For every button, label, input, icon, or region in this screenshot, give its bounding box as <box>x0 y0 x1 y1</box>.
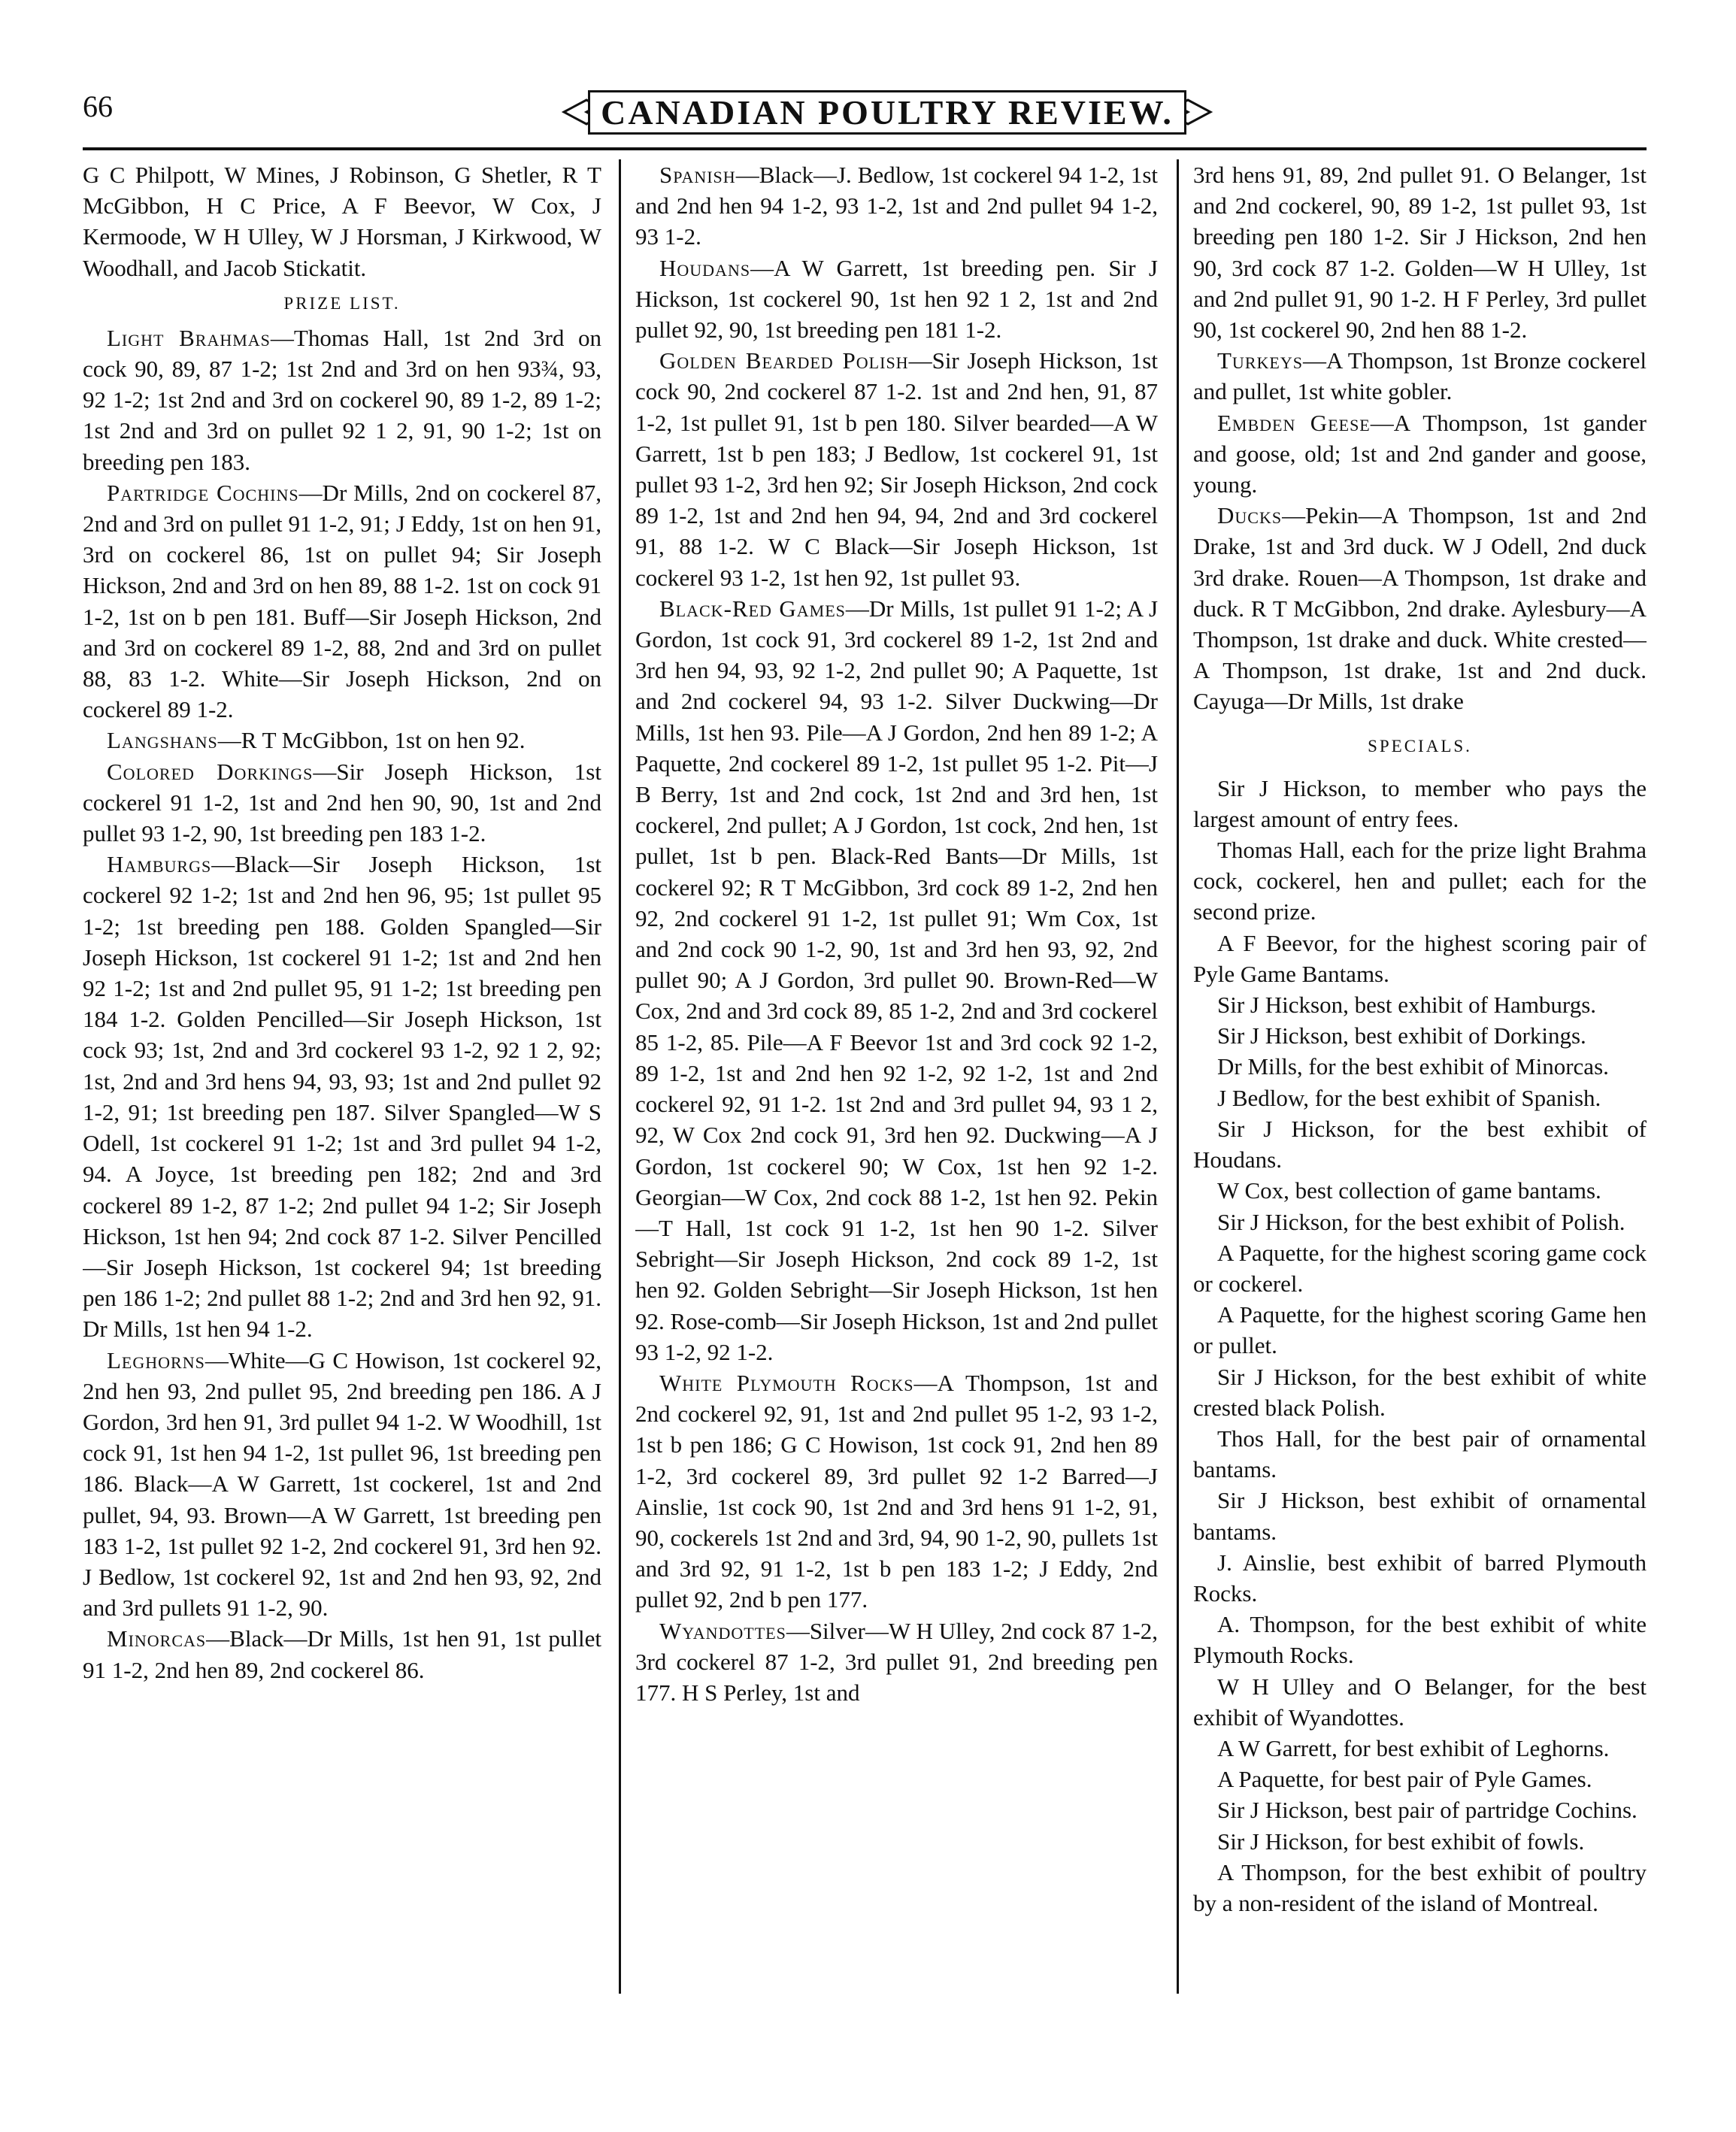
breed-name: Ducks <box>1217 502 1283 529</box>
breed-name: Minorcas <box>107 1625 207 1652</box>
page-number: 66 <box>83 89 113 123</box>
special-item: Thos Hall, for the best pair of ornamental bantams. <box>1193 1425 1647 1483</box>
entry-text: —A W Garrett, 1st breeding pen. Sir J Hickson, 1st cockerel 90, 1st hen 92 1 2, 1st and 2nd pullet 92, 90, 1st breeding pen 181 1-2. <box>635 254 1158 344</box>
entry-text: —Sir Joseph Hickson, 1st cockerel 91 1-2, 1st and 2nd hen 90, 90, 1st and 2nd pullet 93 1-2, 90, 1st breeding pen 183 1-2. <box>83 758 601 847</box>
entry-text: —Pekin—A Thompson, 1st and 2nd Drake, 1st and 3rd duck. W J Odell, 2nd duck 3rd drake. Rouen—A Thompson, 1st drake and duck. R T McGibbon, 2nd drake. Aylesbury—A Thompson, 1st drake and duck. White crested—A Thompson, 1st drake, 1st and 2nd duck. Cayuga—Dr Mills, 1st drake <box>1193 502 1647 715</box>
entry-wyandottes <box>635 1616 1158 1709</box>
entry-langshans <box>83 725 601 756</box>
entry-leghorns <box>83 1345 601 1624</box>
breed-name: Leghorns <box>107 1346 205 1373</box>
special-item: Sir J Hickson, best exhibit of Dorkings. <box>1217 1022 1586 1049</box>
breed-name: Houdans <box>659 254 751 281</box>
special-item: Sir J Hickson, for the best exhibit of Polish. <box>1217 1208 1625 1235</box>
breed-name: Wyandottes <box>659 1617 786 1644</box>
entry-text: —Black—Sir Joseph Hickson, 1st cockerel 92 1-2; 1st and 2nd hen 96, 95; 1st pullet 95 1-2; 1st breeding pen 188. Golden Spangled—Sir Joseph Hickson, 1st cockerel 91 1-2; 1st and 2nd hen 92 1-2; 1st and 2nd pullet 95, 91 1-2; 1st breeding pen 184 1-2. Golden Pencilled—Sir Joseph Hickson, 1st cock 93; 1st, 2nd and 3rd cockerel 93 1-2, 92 1 2, 92; 1st, 2nd and 3rd hens 94, 93, 93; 1st and 2nd pullet 92 1-2, 91; 1st breeding pen 187. Silver Spangled—W S Odell, 1st cockerel 91 1-2; 1st and 3rd pullet 94 1-2, 94. A Joyce, 1st breeding pen 182; 2nd and 3rd cockerel 89 1-2, 87 1-2; 2nd pullet 94 1-2; Sir Joseph Hickson, 1st hen 94; 2nd cock 87 1-2. Silver Pencilled—Sir Joseph Hickson, 1st cockerel 94; 1st breeding pen 186 1-2; 2nd pullet 88 1-2; 2nd and 3rd hen 92, 91. Dr Mills, 1st hen 94 1-2. <box>83 851 601 1343</box>
breed-name: White Plymouth Rocks <box>659 1369 914 1396</box>
entry-text: —R T McGibbon, 1st on hen 92. <box>217 727 526 754</box>
special-item: A Paquette, for the highest scoring Game hen or pullet. <box>1193 1301 1647 1359</box>
special-item: A Paquette, for the highest scoring game cock or cockerel. <box>1193 1239 1647 1297</box>
special-item: Sir J Hickson, for best exhibit of fowls. <box>1217 1828 1585 1855</box>
special-item: A F Beevor, for the highest scoring pair of Pyle Game Bantams. <box>1193 929 1647 987</box>
entry-black-red-games <box>635 593 1158 1367</box>
entry-minorcas <box>83 1623 601 1685</box>
special-item: A Thompson, for the best exhibit of poultry by a non-resident of the island of Montreal. <box>1193 1858 1647 1916</box>
special-item: A Paquette, for best pair of Pyle Games. <box>1217 1766 1592 1793</box>
entry-golden-bearded-polish <box>635 345 1158 593</box>
entry-text: —Dr Mills, 1st pullet 91 1-2; A J Gordon, 1st cock 91, 3rd cockerel 89 1-2, 1st 2nd and 3rd hen 94, 93, 92 1-2, 2nd pullet 90; A Paquette, 1st and 2nd cockerel 94, 93 1-2. Silver Duckwing—Dr Mills, 1st hen 93. Pile—A J Gordon, 2nd hen 89 1-2; A Paquette, 2nd cockerel 89 1-2, 1st pullet 95 1-2. Pit—J B Berry, 1st and 2nd cock, 1st 2nd and 3rd hen, 1st cockerel, 2nd pullet; A J Gordon, 1st cock, 2nd hen, 1st pullet, 1st b pen. Black-Red Bants—Dr Mills, 1st cockerel 92; R T McGibbon, 3rd cock 89 1-2, 2nd hen 92, 2nd cockerel 91 1-2, 1st pullet 91; Wm Cox, 1st and 2nd cock 90 1-2, 90, 1st and 3rd hen 93, 92, 2nd pullet 90; A J Gordon, 3rd pullet 90. Brown-Red—W Cox, 2nd and 3rd cock 89, 85 1-2, 2nd and 3rd cockerel 85 1-2, 85. Pile—A F Beevor 1st and 3rd cock 92 1-2, 89 1-2, 1st and 2nd hen 92 1-2, 92 1-2, 1st and 2nd cockerel 92, 91 1-2. 1st 2nd and 3rd pullet 94, 93 1 2, 92, W Cox 2nd cock 91, 3rd hen 92. Duckwing—A J Gordon, 1st cockerel 90; W Cox, 1st hen 92 1-2. Georgian—W Cox, 2nd cock 88 1-2, 1st hen 92. Pekin—T Hall, 1st cock 91 1-2, 1st hen 90 1-2. Silver Sebright—Sir Joseph Hickson, 2nd cock 89 1-2, 1st hen 92. Golden Sebright—Sir Joseph Hickson, 1st hen 92. Rose-comb—Sir Joseph Hickson, 1st and 2nd pullet 93 1-2, 92 1-2. <box>635 595 1158 1365</box>
breed-name: Colored Dorkings <box>107 758 314 785</box>
entry-light-brahmas <box>83 323 601 477</box>
entry-ducks <box>1193 500 1647 716</box>
special-item: Dr Mills, for the best exhibit of Minorcas. <box>1217 1053 1609 1080</box>
breed-name: Hamburgs <box>107 851 212 878</box>
entry-text: —White—G C Howison, 1st cockerel 92, 2nd hen 93, 2nd pullet 95, 2nd breeding pen 186. A J Gordon, 3rd hen 91, 3rd pullet 94 1-2. W Woodhill, 1st cock 91, 1st hen 94 1-2, 1st pullet 96, 1st breeding pen 186. Black—A W Garrett, 1st cockerel, 1st and 2nd pullet, 94, 93. Brown—A W Garrett, 1st breeding pen 183 1-2, 1st pullet 92 1-2, 2nd cockerel 91, 3rd hen 92. J Bedlow, 1st cockerel 92, 1st and 2nd hen 93, 92, 2nd and 3rd pullets 91 1-2, 90. <box>83 1346 601 1622</box>
special-item: Sir J Hickson, best pair of partridge Cochins. <box>1217 1797 1638 1824</box>
breed-name: Light Brahmas <box>107 324 271 351</box>
special-item: Sir J Hickson, for the best exhibit of white crested black Polish. <box>1193 1363 1647 1421</box>
intro-paragraph: G C Philpott, W Mines, J Robinson, G Shetler, R T McGibbon, H C Price, A F Beevor, W Cox, J Kermoode, W H Ulley, W J Horsman, J Kirkwood, W Woodhall, and Jacob Stickatit. <box>83 162 601 281</box>
breed-name: Spanish <box>659 162 736 188</box>
entry-text: —Thomas Hall, 1st 2nd 3rd on cock 90, 89, 87 1-2; 1st 2nd and 3rd on hen 93¾, 93, 92 1-2; 1st 2nd and 3rd on cockerel 90, 89 1-2, 89 1-2; 1st 2nd and 3rd on pullet 92 1 2, 91, 90 1-2; 1st on breeding pen 183. <box>83 324 601 475</box>
article-columns <box>83 159 1647 1994</box>
entry-text: —A Thompson, 1st gander and goose, old; 1st and 2nd gander and goose, young. <box>1193 409 1647 498</box>
special-item: A. Thompson, for the best exhibit of white Plymouth Rocks. <box>1193 1611 1647 1669</box>
special-item: W H Ulley and O Belanger, for the best exhibit of Wyandottes. <box>1193 1673 1647 1731</box>
special-item: Sir J Hickson, to member who pays the largest amount of entry fees. <box>1193 774 1647 832</box>
column-1 <box>83 159 601 1994</box>
column-3 <box>1193 159 1647 1994</box>
entry-text: —Black—Dr Mills, 1st hen 91, 1st pullet 91 1-2, 2nd hen 89, 2nd cockerel 86. <box>83 1625 601 1683</box>
entry-spanish <box>635 159 1158 253</box>
entry-text: —A Thompson, 1st and 2nd cockerel 92, 91, 1st and 2nd pullet 95 1-2, 93 1-2, 1st b pen 186; G C Howison, 1st cock 91, 2nd hen 89 1-2, 3rd cockerel 89, 3rd pullet 92 1-2 Barred—J Ainslie, 1st cock 90, 1st 2nd and 3rd hens 91 1-2, 91, 90, cockerels 1st 2nd and 3rd, 94, 90 1-2, 90, pullets 1st and 3rd 92, 91 1-2, 1st b pen 183 1-2; J Eddy, 2nd pullet 92, 2nd b pen 177. <box>635 1369 1158 1613</box>
prize-list-heading: PRIZE LIST. <box>283 293 401 313</box>
specials-heading: SPECIALS. <box>1368 736 1472 756</box>
column-divider <box>619 159 621 1994</box>
column-divider <box>1177 159 1179 1994</box>
entry-hamburgs <box>83 849 601 1344</box>
header-rule <box>83 147 1647 150</box>
entry-text: —A Thompson, 1st Bronze cockerel and pullet, 1st white gobler. <box>1193 347 1647 405</box>
special-item: J. Ainslie, best exhibit of barred Plymouth Rocks. <box>1193 1549 1647 1607</box>
column-2 <box>635 159 1158 1994</box>
masthead <box>556 81 1218 143</box>
entry-white-plymouth-rocks <box>635 1367 1158 1616</box>
breed-name: Partridge Cochins <box>107 479 299 506</box>
entry-turkeys <box>1193 345 1647 407</box>
special-item: J Bedlow, for the best exhibit of Spanish. <box>1217 1084 1601 1111</box>
breed-name: Golden Bearded Polish <box>659 347 909 374</box>
entry-embden-geese <box>1193 407 1647 501</box>
breed-name: Black-Red Games <box>659 595 846 622</box>
entry-partridge-cochins <box>83 477 601 725</box>
entry-text: —Sir Joseph Hickson, 1st cock 90, 2nd cockerel 87 1-2. 1st and 2nd hen, 91, 87 1-2, 1st pullet 91, 1st b pen 180. Silver bearded—A W Garrett, 1st b pen 183; J Bedlow, 1st cockerel 91, 1st pullet 93 1-2, 3rd hen 92; Sir Joseph Hickson, 2nd cock 89 1-2, 1st and 2nd hen 94, 94, 2nd and 3rd cockerel 91, 88 1-2. W C Black—Sir Joseph Hickson, 1st cockerel 93 1-2, 1st hen 92, 1st pullet 93. <box>635 347 1158 591</box>
special-item: Sir J Hickson, for the best exhibit of Houdans. <box>1193 1115 1647 1174</box>
special-item: W Cox, best collection of game bantams. <box>1217 1177 1601 1204</box>
entry-text: —Black—J. Bedlow, 1st cockerel 94 1-2, 1st and 2nd hen 94 1-2, 93 1-2, 1st and 2nd pullet 94 1-2, 93 1-2. <box>635 162 1158 250</box>
breed-name: Embden Geese <box>1217 409 1371 436</box>
special-item: Thomas Hall, each for the prize light Brahma cock, cockerel, hen and pullet; each for the second prize. <box>1193 837 1647 925</box>
special-item: A W Garrett, for best exhibit of Leghorns. <box>1217 1734 1610 1761</box>
special-item: Sir J Hickson, best exhibit of ornamental bantams. <box>1193 1487 1647 1545</box>
entry-text: —Silver—W H Ulley, 2nd cock 87 1-2, 3rd cockerel 87 1-2, 3rd pullet 91, 2nd breeding pen 177. H S Perley, 1st and <box>635 1617 1158 1706</box>
entry-houdans <box>635 253 1158 346</box>
special-item: Sir J Hickson, best exhibit of Hamburgs. <box>1217 992 1597 1019</box>
masthead-title: CANADIAN POULTRY REVIEW. <box>588 90 1186 135</box>
entry-text: —Dr Mills, 2nd on cockerel 87, 2nd and 3rd on pullet 91 1-2, 91; J Eddy, 1st on hen 91, 3rd on cockerel 86, 1st on pullet 94; Sir Joseph Hickson, 2nd and 3rd on hen 89, 88 1-2. 1st on cock 91 1-2, 1st on b pen 181. Buff—Sir Joseph Hickson, 2nd and 3rd on cockerel 89 1-2, 88, 2nd and 3rd on pullet 88, 83 1-2. White—Sir Joseph Hickson, 2nd on cockerel 89 1-2. <box>83 479 601 723</box>
breed-name: Turkeys <box>1217 347 1303 374</box>
entry-wyandottes-continued: 3rd hens 91, 89, 2nd pullet 91. O Belanger, 1st and 2nd cockerel, 90, 89 1-2, 1st pullet 93, 1st breeding pen 180 1-2. Sir J Hickson, 2nd hen 90, 3rd cock 87 1-2. Golden—W H Ulley, 1st and 2nd pullet 91, 90 1-2. H F Perley, 3rd pullet 90, 1st cockerel 90, 2nd hen 88 1-2. <box>1193 162 1647 344</box>
entry-colored-dorkings <box>83 756 601 849</box>
breed-name: Langshans <box>107 727 218 754</box>
